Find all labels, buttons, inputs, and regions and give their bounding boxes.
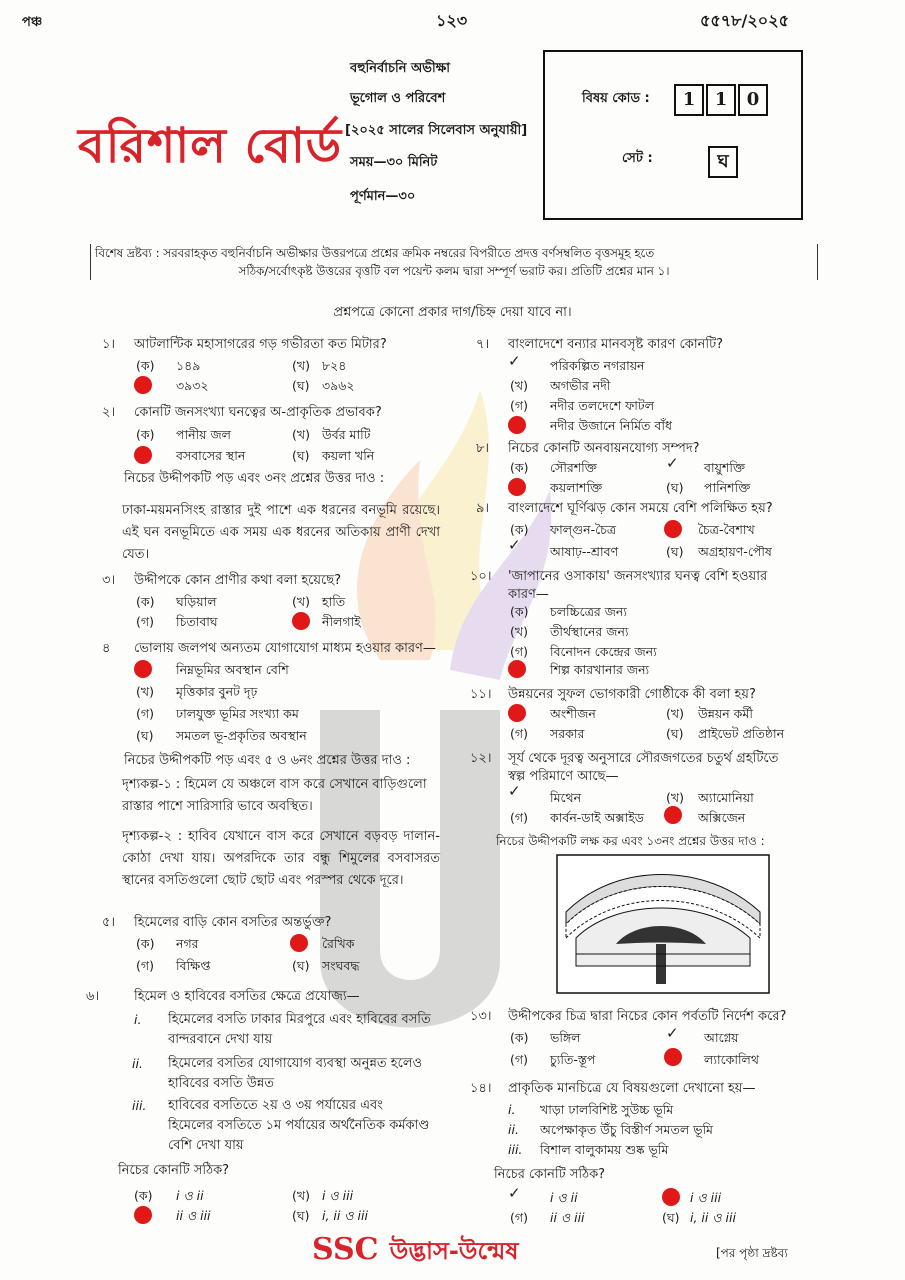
option-text: i, ii ও iii xyxy=(322,1208,368,1223)
option-text: সৌরশক্তি xyxy=(550,460,597,475)
option-text: i ও iii xyxy=(690,1190,722,1205)
option-text: পরিকল্পিত নগরায়ন xyxy=(550,358,645,373)
option-label: (ক) xyxy=(510,460,529,475)
option-text: তীর্থস্থানের জন্য xyxy=(550,624,629,639)
subject-code-digit: 1 xyxy=(706,84,736,116)
option-label: (খ) xyxy=(292,427,310,442)
option-label: (ক) xyxy=(510,1030,529,1045)
option-text: ৮২৪ xyxy=(322,358,347,373)
question-number: ৬। xyxy=(86,989,100,1004)
option-label: (ঘ) xyxy=(136,728,154,743)
option-text: অ্যামোনিয়া xyxy=(698,790,754,805)
subject-code-digit: 0 xyxy=(738,84,768,116)
answer-mark xyxy=(134,660,152,678)
question-text: উদ্দীপকের চিত্র দ্বারা নিচের কোন পর্বতটি নির্দেশ করে? xyxy=(508,1009,787,1024)
set-label: সেট : xyxy=(622,151,653,166)
answer-mark xyxy=(664,1048,682,1066)
option-text: অগভীর নদী xyxy=(550,378,611,393)
statement-text: খাড়া ঢালবিশিষ্ট সুউচ্চ ভূমি xyxy=(540,1102,674,1117)
which-correct: নিচের কোনটি সঠিক? xyxy=(494,1167,606,1182)
option-label: (খ) xyxy=(510,624,528,639)
option-text: ১৪৯ xyxy=(176,358,201,373)
footer-brand xyxy=(312,1232,519,1273)
question-number: ১৩। xyxy=(470,1009,492,1024)
question-text: উদ্দীপকে কোন প্রাণীর কথা বলা হয়েছে? xyxy=(134,573,342,588)
question-text: আটলান্টিক মহাসাগরের গড় গভীরতা কত মিটার? xyxy=(134,337,387,352)
notice-line: বিশেষ দ্রষ্টব্য : সরবরাহকৃত বহুনির্বাচনি অভীক্ষার উত্তরপত্রে প্রশ্নের ক্রমিক নম্বরের বিপরীতে প্রদত্ত বর্ণসম্বলিত বৃত্তসমূহ হতে xyxy=(95,246,655,260)
exam-code: ৫৫৭৮/২০২৫ xyxy=(700,11,789,30)
statement-label: iii. xyxy=(508,1142,523,1157)
option-text: সমতল ভূ-প্রকৃতির অবস্থান xyxy=(176,728,307,743)
option-label: (খ) xyxy=(666,790,684,805)
option-text: ii ও iii xyxy=(176,1208,211,1223)
option-label: (গ) xyxy=(136,958,154,973)
answer-mark xyxy=(508,416,526,434)
option-text: রৈখিক xyxy=(322,936,355,951)
option-text: ঘড়িয়াল xyxy=(176,594,217,609)
question-number: ৩। xyxy=(102,573,116,588)
question-number: ১০। xyxy=(470,569,492,584)
check-mark-icon: ✓ xyxy=(508,782,521,800)
option-text: চিতাবাঘ xyxy=(176,614,218,629)
question-text: বাংলাদেশে ঘূর্ণিঝড় কোন সময়ে বেশি পলিক্ষিত হয়? xyxy=(508,501,773,516)
option-text: i, ii ও iii xyxy=(690,1210,736,1225)
option-label: (ঘ) xyxy=(292,958,310,973)
option-text: বিক্ষিপ্ত xyxy=(176,958,211,973)
option-text: নিম্নভূমির অবস্থান বেশি xyxy=(176,662,289,677)
question-number: ৯। xyxy=(476,501,490,516)
option-text: উর্বর মাটি xyxy=(322,427,371,442)
question-number: ১২। xyxy=(470,751,492,766)
option-text: উন্নয়ন কর্মী xyxy=(698,706,753,721)
option-text: ভঙ্গিল xyxy=(550,1030,581,1045)
option-text: নদীর উজানে নির্মিত বাঁধ xyxy=(550,418,672,433)
answer-mark xyxy=(134,1206,152,1224)
set-value: ঘ xyxy=(708,146,738,178)
option-text: মৃত্তিকার বুনট দৃঢ় xyxy=(176,684,258,699)
option-text: আষাঢ়--শ্রাবণ xyxy=(550,544,619,559)
answer-mark xyxy=(290,934,308,952)
check-mark-icon: ✓ xyxy=(666,454,679,472)
answer-mark xyxy=(292,612,310,630)
statement-text: হিমেলের বসতির যোগাযোগ ব্যবস্থা অনুন্নত হলেও হাবিবের বসতি উন্নত xyxy=(168,1056,423,1091)
answer-mark xyxy=(508,478,526,496)
option-label: (ঘ) xyxy=(292,378,310,393)
option-text: অক্সিজেন xyxy=(698,810,746,825)
option-label: (গ) xyxy=(510,726,528,741)
board-title: বরিশাল বোর্ড xyxy=(78,118,343,174)
statement-label: ii. xyxy=(132,1056,143,1071)
answer-mark xyxy=(508,704,526,722)
option-text: নগর xyxy=(176,936,199,951)
page-number: ১২৩ xyxy=(436,11,468,30)
option-text: কয়লাশক্তি xyxy=(550,480,603,495)
option-label: (খ) xyxy=(292,594,310,609)
exam-marks: পূর্ণমান—৩০ xyxy=(350,189,416,204)
question-text: বাংলাদেশে বন্যার মানবসৃষ্ট কারণ কোনটি? xyxy=(508,337,724,352)
subject-code-label: বিষয় কোড : xyxy=(582,91,650,106)
option-text: পানীয় জল xyxy=(176,427,231,442)
check-mark-icon: ✓ xyxy=(508,1184,521,1202)
check-mark-icon: ✓ xyxy=(508,536,521,554)
question-number: ১। xyxy=(102,337,116,352)
statement-label: i. xyxy=(134,1012,142,1027)
question-number: ৮। xyxy=(476,441,490,456)
question-number: ৪ xyxy=(102,641,111,656)
option-label: (ঘ) xyxy=(292,448,310,463)
option-text: বায়ুশক্তি xyxy=(704,460,746,475)
notice-instruction: প্রশ্নপত্রে কোনো প্রকার দাগ/চিহ্ন দেয়া যাবে না। xyxy=(333,305,572,320)
exam-time: সময়—৩০ মিনিট xyxy=(350,155,438,170)
option-text: ii ও iii xyxy=(550,1210,585,1225)
option-text: চৈত্র-বৈশাখ xyxy=(698,522,755,537)
question-text: প্রাকৃতিক মানচিত্রে যে বিষয়গুলো দেখানো হয়— xyxy=(508,1081,756,1096)
option-text: ৩৯৩২ xyxy=(176,378,209,393)
option-text: পানিশক্তি xyxy=(704,480,751,495)
option-label: (ক) xyxy=(136,936,155,951)
answer-mark xyxy=(662,1188,680,1206)
option-text: হাতি xyxy=(322,594,346,609)
statement-label: i. xyxy=(508,1102,516,1117)
answer-mark xyxy=(134,446,152,464)
scenario-2: দৃশ্যকল্প-২ : হাবিব যেখানে বাস করে সেখানে বড়বড় দালান-কোঠা দেখা যায়। অপরদিকে তার বন্ধু শিমুলের বসবাসরত স্থানের বসতিগুলো ছোট ছোট এবং পরস্পর থেকে দূরে। xyxy=(122,829,440,888)
statement-label: iii. xyxy=(132,1098,147,1113)
question-number: ২। xyxy=(102,405,116,420)
option-text: কার্বন-ডাই অক্সাইড xyxy=(550,810,644,825)
option-label: (গ) xyxy=(510,1052,528,1067)
answer-mark xyxy=(134,376,152,394)
subject-code-digit: 1 xyxy=(674,84,704,116)
question-number: ৭। xyxy=(476,337,490,352)
statement-label: ii. xyxy=(508,1122,519,1137)
statement-text: অপেক্ষাকৃত উঁচু বিস্তীর্ণ সমতল ভূমি xyxy=(540,1122,713,1137)
exam-syllabus: [২০২৫ সালের সিলেবাস অনুযায়ী] xyxy=(345,123,528,138)
option-label: (গ) xyxy=(136,614,154,629)
option-label: (ক) xyxy=(136,427,155,442)
option-text: ল্যাকোলিথ xyxy=(704,1052,759,1067)
option-label: (খ) xyxy=(510,378,528,393)
option-text: কয়লা খনি xyxy=(322,448,375,463)
question-number: ১৪। xyxy=(470,1081,492,1096)
option-label: (ঘ) xyxy=(666,726,684,741)
option-label: (ক) xyxy=(136,594,155,609)
option-label: (গ) xyxy=(510,810,528,825)
notice-box xyxy=(90,244,818,280)
option-text: ফাল্গুন-চৈত্র xyxy=(550,522,617,537)
next-page-note: [পর পৃষ্ঠা দ্রষ্টব্য xyxy=(716,1246,788,1260)
scenario-1: দৃশ্যকল্প-১ : হিমেল যে অঞ্চলে বাস করে সেখানে বাড়িগুলো রাস্তার পাশে সারিসারি ভাবে অবস্থিত। xyxy=(122,777,427,814)
statement-text: হাবিবের বসতিতে ২য় ও ৩য় পর্যায়ের এবং হিমেলের বসতিতে ১ম পর্যায়ের অর্থনৈতিক কর্মকাণ্ড বেশি দেখা যায় xyxy=(168,1098,430,1153)
option-text: বিনোদন কেন্দ্রের জন্য xyxy=(550,644,657,659)
which-correct: নিচের কোনটি সঠিক? xyxy=(118,1163,230,1178)
option-label: (গ) xyxy=(510,644,528,659)
option-text: বসবাসের স্থান xyxy=(176,448,246,463)
answer-mark xyxy=(664,806,682,824)
statement-text: বিশাল বালুকাময় শুষ্ক ভূমি xyxy=(540,1142,669,1157)
option-label: (খ) xyxy=(292,358,310,373)
option-text: i ও ii xyxy=(550,1190,578,1205)
option-text: নীলগাই xyxy=(322,614,361,629)
question-text: ভোলায় জলপথ অন্যতম যোগাযোগ মাধ্যম হওয়ার কারণ— xyxy=(134,641,436,656)
question-number: ৫। xyxy=(102,915,116,930)
question-text: হিমেল ও হাবিবের বসতির ক্ষেত্রে প্রযোজ্য— xyxy=(134,989,360,1004)
exam-type: বহুনির্বাচনি অভীক্ষা xyxy=(350,61,451,76)
option-label: (খ) xyxy=(136,684,154,699)
option-label: (ক) xyxy=(136,358,155,373)
option-text: ঢালযুক্ত ভূমির সংখ্যা কম xyxy=(176,706,299,721)
option-label: (গ) xyxy=(510,398,528,413)
option-label: (গ) xyxy=(510,1210,528,1225)
question-number: ১১। xyxy=(470,687,492,702)
answer-mark xyxy=(664,520,682,538)
page-header-left: পঞ্চ xyxy=(22,15,43,30)
option-text: i ও iii xyxy=(322,1188,354,1203)
statement-text: হিমেলের বসতি ঢাকার মিরপুরে এবং হাবিবের বসতি বান্দরবানে দেখা যায় xyxy=(168,1012,431,1047)
question-text: 'জাপানের ওসাকায়' জনসংখ্যার ঘনত্ব বেশি হওয়ার কারণ— xyxy=(508,569,768,602)
option-text: নদীর তলদেশে ফাটল xyxy=(550,398,655,413)
option-label: (ঘ) xyxy=(666,480,684,495)
option-text: i ও ii xyxy=(176,1188,204,1203)
question-text: নিচের কোনটি অনবায়নযোগ্য সম্পদ? xyxy=(508,441,700,456)
option-text: চ্যুতি-স্তূপ xyxy=(550,1052,596,1067)
option-label: (ঘ) xyxy=(662,1210,680,1225)
question-text: সূর্য থেকে দূরত্ব অনুসারে সৌরজগতের চতুর্থ গ্রহটিতে স্বল্প পরিমাণে আছে— xyxy=(508,751,779,784)
option-text: অগ্রহায়ণ-পৌষ xyxy=(698,544,772,559)
option-label: (গ) xyxy=(136,706,154,721)
option-text: প্রাইভেট প্রতিষ্ঠান xyxy=(698,726,785,741)
option-label: (ক) xyxy=(510,522,529,537)
option-label: (ঘ) xyxy=(292,1208,310,1223)
stimulus-instruction: নিচের উদ্দীপকটি পড় এবং ৫ ও ৬নং প্রশ্নের উত্তর দাও : xyxy=(124,753,411,768)
option-text: সরকার xyxy=(550,726,585,741)
option-label: (ক) xyxy=(510,604,529,619)
option-label: (খ) xyxy=(666,706,684,721)
question-text: কোনটি জনসংখ্যা ঘনত্বের অ-প্রাকৃতিক প্রভাবক? xyxy=(134,405,382,420)
answer-mark xyxy=(508,660,526,678)
stimulus-passage: ঢাকা-ময়মনসিংহ রাস্তার দুই পাশে এক ধরনের বনভূমি রয়েছে। এই ঘন বনভূমিতে এক সময় এক ধরনের অতিকায় প্রাণী দেখা যেত। xyxy=(122,503,440,562)
question-text: হিমেলের বাড়ি কোন বসতির অন্তর্ভুক্ত? xyxy=(134,915,332,930)
option-label: (ঘ) xyxy=(666,544,684,559)
option-text: সংঘবদ্ধ xyxy=(322,958,360,973)
stimulus-instruction: নিচের উদ্দীপকটি লক্ষ কর এবং ১৩নং প্রশ্নের উত্তর দাও : xyxy=(496,834,765,848)
laccolith-diagram xyxy=(556,854,770,994)
stimulus-instruction: নিচের উদ্দীপকটি পড় এবং ৩নং প্রশ্নের উত্তর দাও : xyxy=(124,471,385,486)
question-text: উন্নয়নের সুফল ভোগকারী গোষ্ঠীকে কী বলা হয়? xyxy=(508,687,756,702)
check-mark-icon: ✓ xyxy=(666,1024,679,1042)
option-text: অংশীজন xyxy=(550,706,596,721)
brand-tagline: উদ্ভাস-উন্মেষ xyxy=(389,1237,519,1265)
option-label: (খ) xyxy=(292,1188,310,1203)
option-label: (ক) xyxy=(134,1188,153,1203)
option-text: আগ্নেয় xyxy=(704,1030,739,1045)
option-text: শিল্প কারখানার জন্য xyxy=(550,662,650,677)
notice-line: সঠিক/সর্বোৎকৃষ্ট উত্তরের বৃত্তটি বল পয়েন্ট কলম দ্বারা সম্পূর্ণ ভরাট কর। প্রতিটি প্রশ্নের মান ১। xyxy=(238,264,670,278)
option-text: ৩৯৬২ xyxy=(322,378,355,393)
brand-ssc: SSC xyxy=(312,1232,379,1267)
check-mark-icon: ✓ xyxy=(508,352,521,370)
exam-subject: ভূগোল ও পরিবেশ xyxy=(350,91,446,106)
option-text: চলচ্চিত্রের জন্য xyxy=(550,604,627,619)
code-box xyxy=(543,50,803,220)
option-text: মিথেন xyxy=(550,790,582,805)
